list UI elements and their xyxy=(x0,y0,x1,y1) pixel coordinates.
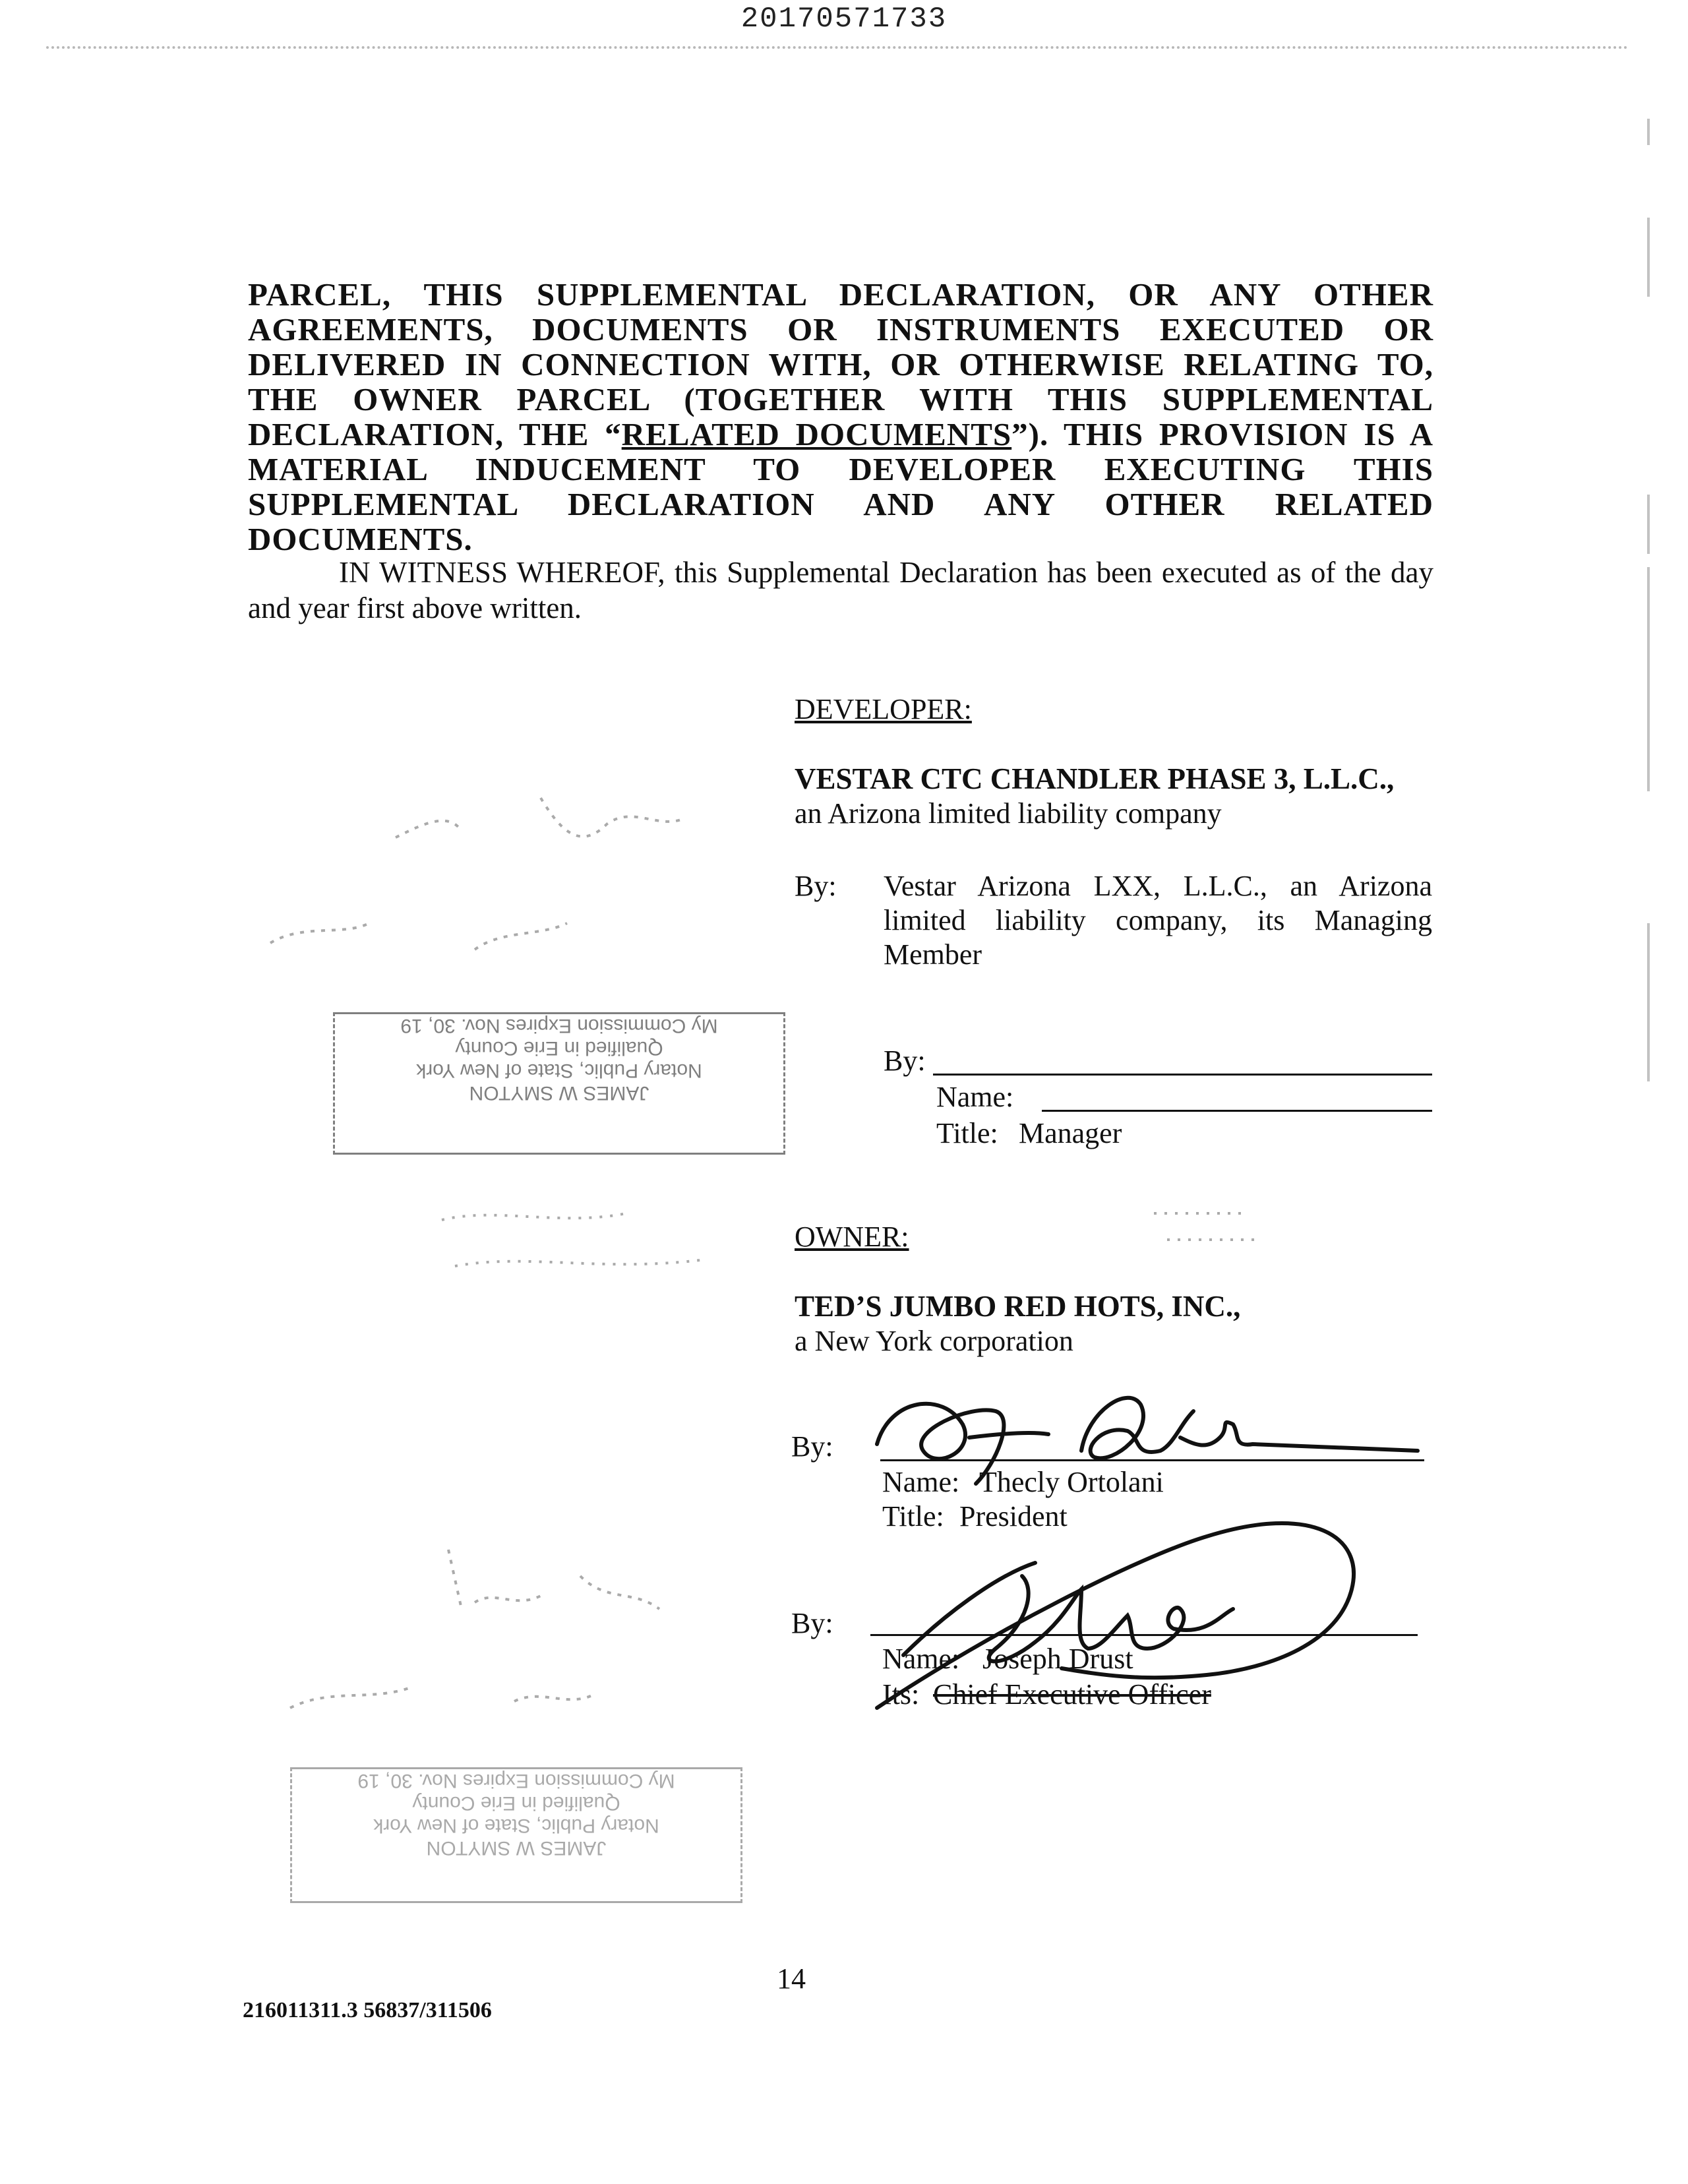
owner-heading: OWNER: xyxy=(795,1221,909,1253)
developer-name-label: Name: xyxy=(936,1081,1014,1113)
signature-drust xyxy=(864,1497,1378,1734)
witness-paragraph: IN WITNESS WHEREOF, this Supplemental Declaration has been executed as of the day and year first above written. xyxy=(248,556,1433,624)
notary-stamp-line: JAMES W SMYTON xyxy=(426,1837,607,1859)
owner-signer1-name-value: Thecly Ortolani xyxy=(979,1466,1164,1498)
owner-entity-name: TED’S JUMBO RED HOTS, INC., xyxy=(795,1290,1241,1323)
owner-signer1-title-label: Title: xyxy=(882,1500,944,1532)
scan-edge-mark xyxy=(1647,567,1650,791)
notary-stamp-line: JAMES W SMYTON xyxy=(469,1082,649,1104)
recording-number: 20170571733 xyxy=(740,3,948,36)
bleed-through-text-mark xyxy=(429,1187,1286,1292)
notary-stamp-line: Qualified in Erie County xyxy=(412,1792,620,1814)
waiver-clause xyxy=(248,277,1433,557)
scan-artifact-line xyxy=(46,46,1629,54)
developer-heading: DEVELOPER: xyxy=(795,693,972,725)
owner-signer2-title-label: Its: xyxy=(882,1678,920,1711)
clause-text-start: PARCEL, THIS SUPPLEMENTAL DECLARATION, OR ANY OTHER AGREEMENTS, DOCUMENTS OR INSTRUMENTS EXECUTED OR DELIVERED IN CONNECTION WITH, OR OTHERWISE RELATING TO, THE OWNER PARCEL (TOGETHER WITH THIS SUPPLEMENTAL DECLARATION, THE “ xyxy=(248,276,1433,452)
notary-stamp-text xyxy=(335,1014,783,1112)
owner-signer1-by-label: By: xyxy=(791,1430,833,1463)
owner-signer2-name-value: Joseph Drust xyxy=(982,1643,1133,1675)
owner-signer2-name-label: Name: xyxy=(882,1643,960,1675)
defined-term-related-documents: RELATED DOCUMENTS xyxy=(621,416,1012,452)
developer-signature-by-label: By: xyxy=(884,1045,926,1077)
signature-ortolani xyxy=(864,1372,1444,1517)
owner-entity-description: a New York corporation xyxy=(795,1325,1073,1357)
notary-stamp-line: My Commission Expires Nov. 30, 19 xyxy=(400,1015,718,1037)
notary-stamp-line: My Commission Expires Nov. 30, 19 xyxy=(357,1770,675,1792)
developer-managing-member: Vestar Arizona LXX, L.L.C., an Arizona limited liability company, its Managing Member xyxy=(884,870,1432,971)
bleed-through-signature-mark xyxy=(264,772,725,969)
developer-title-label: Title: xyxy=(936,1117,998,1149)
owner-signer1-name-label: Name: xyxy=(882,1466,960,1498)
document-footer-reference: 216011311.3 56837/311506 xyxy=(243,1998,492,2022)
developer-by-label: By: xyxy=(795,870,837,902)
notary-stamp-line: Notary Public, State of New York xyxy=(416,1060,702,1081)
scan-edge-mark xyxy=(1647,218,1650,297)
developer-name-line xyxy=(1042,1110,1432,1112)
clause-text-end: ”). THIS PROVISION IS A MATERIAL INDUCEMENT TO DEVELOPER EXECUTING THIS SUPPLEMENTAL DECLARATION AND ANY OTHER RELATED DOCUMENTS. xyxy=(248,416,1433,557)
notary-stamp-faded xyxy=(290,1767,742,1903)
scan-edge-mark xyxy=(1647,495,1650,554)
notary-stamp xyxy=(333,1012,785,1155)
notary-stamp-line: Notary Public, State of New York xyxy=(373,1815,659,1836)
developer-title-value: Manager xyxy=(1019,1117,1122,1149)
notary-stamp-line: Qualified in Erie County xyxy=(455,1037,663,1059)
developer-entity-description: an Arizona limited liability company xyxy=(795,797,1222,830)
owner-signer2-title-value: Chief Executive Officer xyxy=(933,1678,1211,1711)
owner-signer2-by-label: By: xyxy=(791,1607,833,1639)
notary-stamp-text xyxy=(292,1769,740,1867)
developer-signature-line xyxy=(933,1074,1432,1076)
scan-edge-mark xyxy=(1647,923,1650,1081)
page-number: 14 xyxy=(777,1962,806,1995)
owner-signer1-title-value: President xyxy=(959,1500,1068,1532)
developer-entity-name: VESTAR CTC CHANDLER PHASE 3, L.L.C., xyxy=(795,762,1395,795)
scan-edge-mark xyxy=(1647,119,1650,145)
bleed-through-signature-mark xyxy=(277,1536,738,1734)
